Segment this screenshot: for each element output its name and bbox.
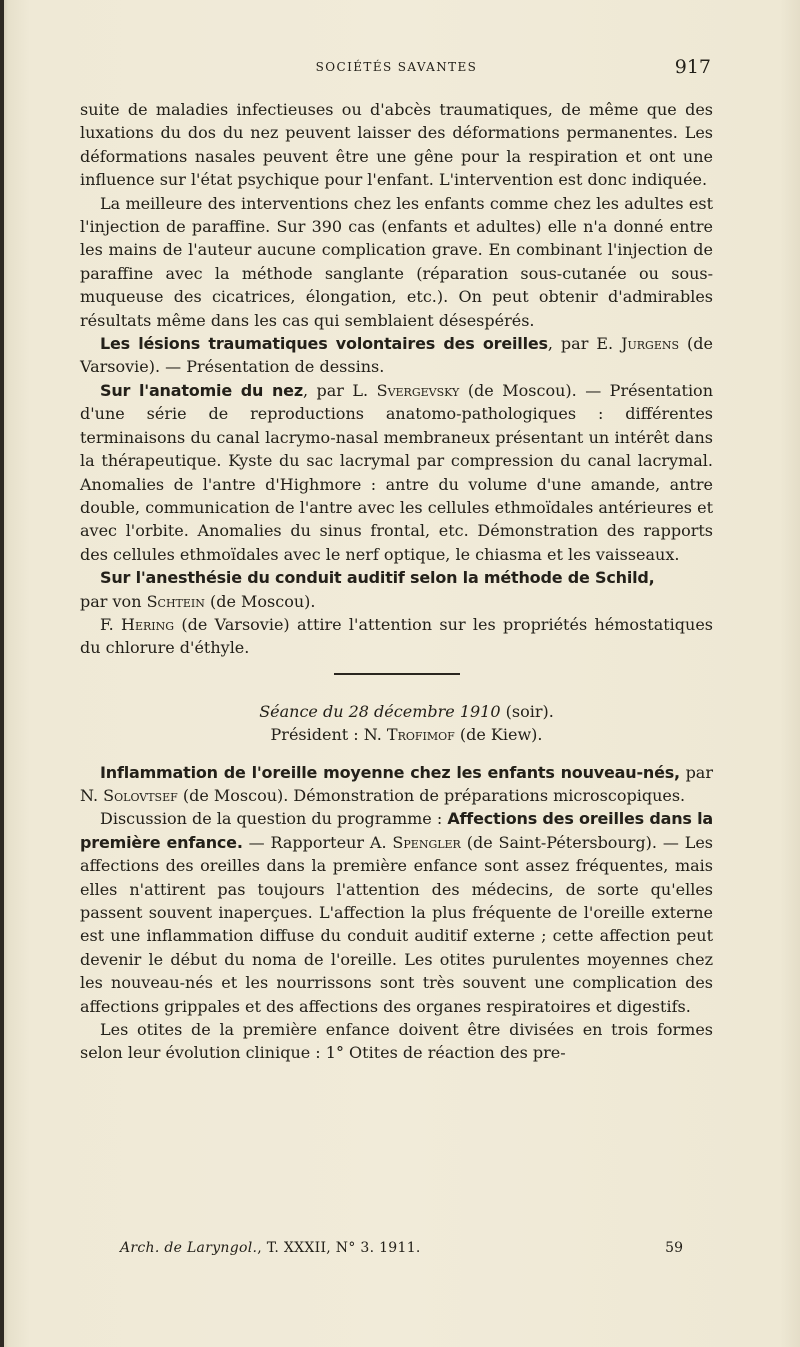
author-name: Spengler [392, 832, 461, 852]
binding-edge [0, 0, 4, 1347]
president-label: Président : N. [270, 725, 387, 745]
author-name: Svergevsky [376, 380, 460, 400]
entry-title: Sur l'anesthésie du conduit auditif selon la méthode de Schild, [100, 568, 655, 588]
entry-title: Les lésions traumatiques volontaires des oreilles [100, 334, 548, 354]
session-heading [80, 700, 713, 723]
article-body [80, 98, 713, 1065]
entry-text: (de Varsovie) attire l'attention sur les propriétés hémostatiques du chlorure d'éthyle. [80, 614, 714, 658]
paragraph-paraffin: La meilleure des interventions chez les enfants comme chez les adultes est l'injection de paraffine. Sur 390 cas (enfants et adultes) elle n'a donné entre les mains de l'auteur aucune complication grave. En combinant l'injection de paraffine avec la méthode sanglante (réparation sous-cutanée ou sous-muqueuse des cicatrices, élongation, etc.). On peut obtenir d'admirables résultats même dans les cas qui semblaient désespérés. [80, 193, 713, 330]
entry-title: Affections des oreilles dans la première enfance. [80, 809, 713, 852]
entry-text: (de Moscou). Démonstration de préparations microscopiques. [177, 785, 686, 805]
signature-mark: 59 [665, 1240, 683, 1256]
running-head: SOCIÉTÉS SAVANTES [315, 60, 478, 74]
entry-text: (de Moscou). [204, 591, 316, 611]
entry-by: par N. [80, 762, 713, 805]
president-place: (de Kiew). [454, 725, 543, 745]
paragraph-continuation: suite de maladies infectieuses ou d'abcès traumatiques, de même que des luxations du dos du nez peuvent laisser des déformations permanentes. Les déformations nasales peuvent être une gêne pour la respiration et ont une influence sur l'état psychique pour l'enfant. L'intervention est donc indiquée. [80, 100, 713, 190]
author-name: Hering [121, 614, 175, 634]
entry-text: (de Saint-Pétersbourg). — Les affections des oreilles dans la première enfance sont assez fréquentes, mais elles n'attirent pas toujours l'attention des médecins, de sorte qu'elles passent souvent inaperçues. L'affection la plus fréquente de l'oreille externe est une inflammation diffuse du conduit auditif externe ; cette affection peut devenir le début du noma de l'oreille. Les otites purulentes moyennes chez les nouveau-nés et les nourrissons sont très souvent une complication des affections grippales et des affections des organes respiratoires et digestifs. [80, 832, 714, 1016]
entry-jurgens [80, 332, 713, 379]
entry-solovtsef [80, 761, 713, 808]
author-name: Schtein [146, 591, 205, 611]
entry-by: par von [80, 591, 147, 611]
session-president [80, 723, 713, 746]
session-date: Séance du 28 décembre 1910 [259, 701, 501, 721]
journal-citation [120, 1240, 421, 1256]
president-name: Trofimof [386, 725, 455, 745]
entry-by: , par E. [547, 334, 622, 354]
entry-schtein [80, 566, 713, 613]
page-header [80, 56, 713, 84]
entry-intro: Discussion de la question du programme : [100, 809, 448, 829]
entry-text: (de Moscou). — Présentation d'une série de reproductions anatomo-pathologiques : différentes terminaisons du canal lacrymo-nasal membraneux présentant un intérêt dans la thérapeutique. Kyste du sac lacrymal par compression du canal lacrymal. Anomalies de l'antre d'Highmore : antre du volume d'une amande, antre double, communication de l'antre avec les cellules ethmoïdales antérieures et avec l'orbite. Anomalies du sinus frontal, etc. Démonstration des rapports des cellules ethmoïdales avec le nerf optique, le chiasma et les vaisseaux. [80, 380, 713, 564]
session-time: (soir). [500, 701, 554, 721]
journal-volume: , T. XXXII, N° 3. 1911. [257, 1240, 421, 1256]
section-divider [334, 673, 460, 675]
entry-title: Sur l'anatomie du nez [100, 380, 303, 400]
author-initial: F. [100, 614, 122, 634]
entry-title: Inflammation de l'oreille moyenne chez les enfants nouveau-nés, [100, 762, 680, 782]
paragraph-otites: Les otites de la première enfance doivent être divisées en trois formes selon leur évolution clinique : 1° Otites de réaction des pre- [80, 1020, 713, 1063]
entry-by: — Rapporteur A. [242, 832, 393, 852]
page-number: 917 [674, 56, 711, 78]
entry-spengler [80, 807, 713, 1018]
entry-svergevsky [80, 379, 713, 566]
entry-text: (de Varsovie). — Présentation de dessins. [80, 334, 713, 377]
entry-hering [80, 613, 713, 660]
journal-title: Arch. de Laryngol. [120, 1240, 258, 1256]
author-name: Jurgens [621, 334, 680, 354]
author-name: Solovtsef [103, 785, 178, 805]
entry-by: , par L. [302, 380, 377, 400]
